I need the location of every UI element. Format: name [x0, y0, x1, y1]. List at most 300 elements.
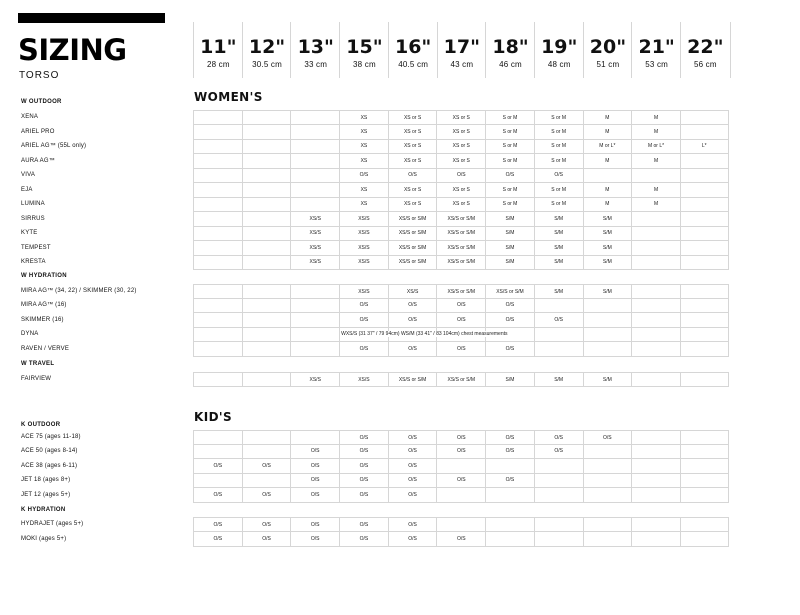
- size-cell: XS or S: [436, 154, 485, 168]
- size-cell: [534, 488, 583, 502]
- womens-table-row: [193, 342, 729, 357]
- size-cell: O/S: [534, 444, 583, 458]
- size-cell: [242, 431, 291, 444]
- size-cell: S/M: [485, 212, 534, 226]
- size-cell: [583, 488, 632, 502]
- size-cell: O/S: [388, 532, 437, 546]
- size-cell: XS: [339, 183, 388, 197]
- womens-row-label: MIRA AG™ (34, 22) / SKIMMER (30, 22): [21, 288, 137, 294]
- kids-table-row: [193, 488, 729, 503]
- kids-row-label: ACE 50 (ages 8-14): [21, 448, 78, 454]
- womens-table-row: [193, 110, 729, 125]
- size-cell: O/S: [388, 459, 437, 473]
- size-cell: [290, 327, 339, 341]
- size-cell: O/S: [290, 473, 339, 487]
- size-cell: [631, 373, 680, 386]
- size-cell: O/S: [193, 518, 242, 531]
- womens-table-row: [193, 139, 729, 154]
- column-header: [339, 22, 389, 78]
- size-cell: [242, 342, 291, 356]
- size-cell: O/S: [436, 168, 485, 182]
- womens-row-label: LUMINA: [21, 201, 45, 207]
- size-cell: [680, 488, 729, 502]
- womens-heading: WOMEN'S: [194, 90, 263, 104]
- size-cell: [631, 168, 680, 182]
- size-cell: O/S: [242, 459, 291, 473]
- size-cell: S or M: [534, 197, 583, 211]
- womens-table-row: [193, 226, 729, 241]
- size-cell: [680, 518, 729, 531]
- size-cell: O/S: [388, 168, 437, 182]
- size-cell: [534, 459, 583, 473]
- size-cell: [631, 212, 680, 226]
- size-cell: [631, 431, 680, 444]
- size-cell: [436, 459, 485, 473]
- size-cell: XS/S: [290, 373, 339, 386]
- size-cell: [680, 111, 729, 124]
- kids-table-row: [193, 430, 729, 445]
- womens-row-label: ARIEL AG™ (55L only): [21, 143, 87, 149]
- size-cell: [680, 313, 729, 327]
- size-cell: [631, 342, 680, 356]
- womens-row-label: VIVA: [21, 172, 36, 178]
- size-cell: XS/S or S/M: [436, 212, 485, 226]
- womens-row-label: MIRA AG™ (16): [21, 302, 67, 308]
- size-cell: O/S: [290, 518, 339, 531]
- column-header: [583, 22, 633, 78]
- page-subtitle: TORSO: [19, 70, 60, 81]
- column-header: [680, 22, 731, 78]
- size-cell: S/M: [534, 373, 583, 386]
- size-cell: XS: [339, 111, 388, 124]
- size-cell: [193, 212, 242, 226]
- size-cell: [680, 212, 729, 226]
- size-cell: [193, 473, 242, 487]
- size-cell: XS/S or S/M: [436, 226, 485, 240]
- torso-inches: 13": [297, 36, 334, 58]
- size-cell: [242, 226, 291, 240]
- size-cell: [680, 168, 729, 182]
- group-w-outdoor: W OUTDOOR: [21, 99, 62, 105]
- size-cell: XS/S: [339, 241, 388, 255]
- size-cell: [193, 241, 242, 255]
- size-cell: XS/S or S/M: [388, 226, 437, 240]
- size-cell: [631, 241, 680, 255]
- size-cell: [193, 327, 242, 341]
- womens-row-label: TEMPEST: [21, 245, 51, 251]
- size-cell: O/S: [388, 518, 437, 531]
- size-cell: S or M: [534, 139, 583, 153]
- womens-row-label: SKIMMER (16): [21, 317, 64, 323]
- group-w-travel: W TRAVEL: [21, 361, 55, 367]
- group-k-outdoor: K OUTDOOR: [21, 422, 61, 428]
- size-cell: [242, 444, 291, 458]
- womens-table-row: [193, 298, 729, 313]
- size-cell: [436, 518, 485, 531]
- size-cell: [290, 285, 339, 298]
- size-cell: [242, 313, 291, 327]
- size-cell: [193, 255, 242, 269]
- torso-inches: 15": [346, 36, 383, 58]
- column-header: [534, 22, 584, 78]
- kids-row-label: ACE 38 (ages 6-11): [21, 463, 78, 469]
- page-title: SIZING: [18, 33, 127, 67]
- size-cell: XS/S: [339, 226, 388, 240]
- size-cell: [680, 285, 729, 298]
- womens-row-label: KRESTA: [21, 259, 46, 265]
- size-cell: [583, 327, 632, 341]
- size-cell: S/M: [583, 212, 632, 226]
- size-cell: [242, 298, 291, 312]
- size-cell: O/S: [485, 313, 534, 327]
- size-cell: [290, 313, 339, 327]
- size-cell: [242, 473, 291, 487]
- womens-row-label: EJA: [21, 187, 33, 193]
- size-cell: O/S: [242, 532, 291, 546]
- size-cell: XS or S: [388, 139, 437, 153]
- size-cell: [680, 197, 729, 211]
- size-cell: [680, 431, 729, 444]
- torso-cm: 28 cm: [206, 60, 230, 69]
- size-cell: S or M: [534, 125, 583, 139]
- torso-inches: 12": [248, 36, 286, 58]
- size-cell: [290, 125, 339, 139]
- size-cell: O/S: [339, 444, 388, 458]
- size-cell: S or M: [485, 197, 534, 211]
- size-cell: [680, 125, 729, 139]
- size-cell: [290, 139, 339, 153]
- size-cell: [242, 183, 291, 197]
- size-cell: M: [631, 111, 680, 124]
- size-cell: [485, 459, 534, 473]
- size-cell: O/S: [339, 518, 388, 531]
- womens-table-row: [193, 372, 729, 387]
- size-cell: O/S: [583, 431, 632, 444]
- size-cell: S or M: [534, 154, 583, 168]
- size-cell: O/S: [388, 488, 437, 502]
- size-cell: XS/S: [339, 285, 388, 298]
- size-cell: [583, 459, 632, 473]
- womens-row-label: ARIEL PRO: [21, 129, 55, 135]
- torso-cm: 40.5 cm: [398, 60, 429, 69]
- size-cell: XS/S or S/M: [388, 255, 437, 269]
- size-cell: [680, 373, 729, 386]
- size-cell: O/S: [242, 518, 291, 531]
- kids-table-row: [193, 459, 729, 474]
- size-cell: [193, 154, 242, 168]
- column-header: [290, 22, 340, 78]
- size-cell: M: [583, 183, 632, 197]
- size-cell: O/S: [339, 342, 388, 356]
- womens-row-label: RAVEN / VERVE: [21, 346, 70, 352]
- kids-table-row: [193, 444, 729, 459]
- kids-heading: KID'S: [194, 410, 233, 424]
- size-cell: [631, 488, 680, 502]
- size-cell: O/S: [534, 431, 583, 444]
- size-cell: S/M: [534, 212, 583, 226]
- size-cell: [534, 298, 583, 312]
- size-cell: XS: [339, 125, 388, 139]
- size-cell: O/S: [339, 488, 388, 502]
- size-cell: S/M: [534, 226, 583, 240]
- womens-table-row: [193, 154, 729, 169]
- kids-row-label: JET 18 (ages 8+): [21, 477, 71, 483]
- size-cell: [193, 298, 242, 312]
- size-cell: XS or S: [388, 183, 437, 197]
- size-cell: S/M: [485, 373, 534, 386]
- size-cell: [583, 342, 632, 356]
- torso-cm: 33 cm: [304, 60, 328, 69]
- size-cell: [193, 342, 242, 356]
- size-cell: S/M: [583, 241, 632, 255]
- size-cell: [583, 168, 632, 182]
- size-cell: O/S: [436, 532, 485, 546]
- size-cell: XS: [339, 139, 388, 153]
- size-cell: XS/S or S/M: [436, 285, 485, 298]
- womens-table-row: [193, 313, 729, 328]
- womens-table-row: [193, 197, 729, 212]
- size-cell: [242, 285, 291, 298]
- size-cell: O/S: [388, 473, 437, 487]
- size-cell: XS or S: [388, 197, 437, 211]
- size-cell: O/S: [290, 488, 339, 502]
- womens-row-label: KYTE: [21, 230, 38, 236]
- size-cell: [534, 532, 583, 546]
- size-cell: [631, 444, 680, 458]
- size-cell: XS or S: [388, 125, 437, 139]
- womens-table-row: [193, 284, 729, 299]
- size-cell: [193, 197, 242, 211]
- size-cell: [631, 518, 680, 531]
- size-cell: [193, 111, 242, 124]
- size-cell: O/S: [436, 473, 485, 487]
- size-cell: O/S: [388, 313, 437, 327]
- size-cell: O/S: [436, 431, 485, 444]
- kids-row-label: HYDRAJET (ages 5+): [21, 521, 84, 527]
- size-cell: [680, 255, 729, 269]
- size-cell: XS or S: [436, 197, 485, 211]
- size-cell: M or L*: [631, 139, 680, 153]
- header-bar: [18, 13, 165, 23]
- torso-inches: 16": [394, 36, 432, 58]
- size-cell: O/S: [193, 459, 242, 473]
- size-cell: [680, 459, 729, 473]
- size-cell: XS/S or S/M: [485, 285, 534, 298]
- size-cell: [290, 111, 339, 124]
- size-cell: O/S: [339, 168, 388, 182]
- size-cell: O/S: [339, 532, 388, 546]
- size-cell: [485, 518, 534, 531]
- size-cell: XS: [339, 154, 388, 168]
- size-cell: [193, 139, 242, 153]
- size-cell: [631, 226, 680, 240]
- size-cell: XS/S: [290, 241, 339, 255]
- kids-row-label: ACE 75 (ages 11-18): [21, 434, 81, 440]
- size-cell: XS or S: [436, 183, 485, 197]
- size-cell: O/S: [388, 298, 437, 312]
- womens-table-row: [193, 168, 729, 183]
- size-cell: XS/S: [290, 226, 339, 240]
- size-cell: [631, 313, 680, 327]
- size-cell: XS/S or S/M: [436, 373, 485, 386]
- torso-cm: 53 cm: [645, 60, 669, 69]
- column-header: [388, 22, 438, 78]
- size-cell: [534, 342, 583, 356]
- size-cell: [583, 313, 632, 327]
- size-cell: O/S: [290, 532, 339, 546]
- size-cell: [242, 241, 291, 255]
- kids-row-label: JET 12 (ages 5+): [21, 492, 71, 498]
- size-cell: [193, 431, 242, 444]
- size-cell: M: [631, 197, 680, 211]
- size-cell: [242, 197, 291, 211]
- size-cell: [242, 125, 291, 139]
- size-cell: [534, 327, 583, 341]
- torso-inches: 22": [687, 36, 724, 58]
- womens-row-label: DYNA: [21, 331, 39, 337]
- size-cell: O/S: [388, 431, 437, 444]
- torso-cm: 51 cm: [596, 60, 620, 69]
- size-cell: [193, 183, 242, 197]
- torso-cm: 43 cm: [450, 60, 474, 69]
- size-cell: XS/S: [339, 255, 388, 269]
- torso-inches: 21": [638, 36, 675, 58]
- size-cell: S/M: [534, 241, 583, 255]
- size-cell: [583, 444, 632, 458]
- size-cell: [680, 226, 729, 240]
- size-cell: M: [583, 125, 632, 139]
- size-cell: XS/S: [339, 373, 388, 386]
- size-cell: [631, 255, 680, 269]
- torso-cm: 46 cm: [499, 60, 522, 69]
- womens-row-label: XENA: [21, 114, 39, 120]
- torso-inches: 19": [541, 36, 578, 58]
- column-header: [631, 22, 681, 78]
- size-cell: [290, 431, 339, 444]
- size-cell: S/M: [583, 255, 632, 269]
- torso-cm: 48 cm: [547, 60, 571, 69]
- size-cell: M or L*: [583, 139, 632, 153]
- size-cell: S or M: [485, 154, 534, 168]
- size-cell: XS or S: [436, 139, 485, 153]
- size-cell: XS/S or S/M: [436, 241, 485, 255]
- size-cell: [680, 327, 729, 341]
- size-cell: S or M: [485, 111, 534, 124]
- size-cell: [193, 444, 242, 458]
- torso-inches: 20": [589, 36, 627, 58]
- size-cell: [583, 473, 632, 487]
- size-cell: [680, 444, 729, 458]
- size-cell: [193, 226, 242, 240]
- size-cell: O/S: [436, 313, 485, 327]
- size-cell: S or M: [485, 125, 534, 139]
- size-cell: XS/S: [290, 255, 339, 269]
- size-cell: XS/S or S/M: [388, 373, 437, 386]
- size-cell: O/S: [534, 313, 583, 327]
- group-w-hydration: W HYDRATION: [21, 273, 67, 279]
- size-cell: [242, 139, 291, 153]
- size-cell: XS/S: [290, 212, 339, 226]
- size-cell: S or M: [485, 183, 534, 197]
- womens-table-row: [193, 125, 729, 140]
- womens-row-label: FAIRVIEW: [21, 376, 52, 382]
- size-cell: O/S: [339, 298, 388, 312]
- size-cell: O/S: [388, 342, 437, 356]
- size-cell: [631, 473, 680, 487]
- size-cell: O/S: [339, 459, 388, 473]
- size-cell: XS or S: [388, 154, 437, 168]
- size-cell: S/M: [485, 255, 534, 269]
- size-cell: [242, 327, 291, 341]
- size-cell: [631, 459, 680, 473]
- size-cell: [290, 168, 339, 182]
- size-cell: [680, 532, 729, 546]
- size-cell: [485, 488, 534, 502]
- size-cell: [680, 473, 729, 487]
- womens-row-label: SIRRUS: [21, 216, 45, 222]
- size-cell: XS or S: [436, 125, 485, 139]
- size-cell: S or M: [534, 183, 583, 197]
- size-cell: XS or S: [388, 111, 437, 124]
- size-cell: XS or S: [436, 111, 485, 124]
- size-cell: O/S: [485, 342, 534, 356]
- size-cell: [583, 518, 632, 531]
- group-k-hydration: K HYDRATION: [21, 507, 66, 513]
- womens-table-row: [193, 183, 729, 198]
- column-header: [485, 22, 535, 78]
- size-cell: O/S: [339, 431, 388, 444]
- size-cell: S/M: [583, 373, 632, 386]
- size-cell: O/S: [534, 168, 583, 182]
- size-cell: O/S: [242, 488, 291, 502]
- kids-row-label: MOKI (ages 5+): [21, 536, 67, 542]
- size-cell: O/S: [193, 532, 242, 546]
- column-header: [193, 22, 243, 78]
- size-cell: O/S: [436, 298, 485, 312]
- size-cell: [242, 373, 291, 386]
- kids-table-row: [193, 532, 729, 547]
- size-cell: O/S: [436, 444, 485, 458]
- column-header: [242, 22, 292, 78]
- size-cell: [242, 255, 291, 269]
- size-cell: [680, 183, 729, 197]
- size-cell: M: [583, 197, 632, 211]
- size-cell: M: [631, 125, 680, 139]
- torso-inches: 17": [443, 36, 481, 58]
- size-cell: [290, 298, 339, 312]
- torso-inches: 18": [492, 36, 529, 58]
- size-cell: [631, 532, 680, 546]
- size-cell: XS/S: [339, 212, 388, 226]
- size-cell: O/S: [339, 313, 388, 327]
- kids-table-row: [193, 473, 729, 488]
- size-cell: [680, 298, 729, 312]
- size-cell: XS: [339, 197, 388, 211]
- size-cell: O/S: [485, 168, 534, 182]
- dyna-chest-note: WXS/S (31 37" / 79 94cm) WS/M (33 41" / 83 104cm) chest measurements: [341, 331, 508, 337]
- size-cell: O/S: [485, 298, 534, 312]
- size-cell: O/S: [436, 342, 485, 356]
- size-cell: [193, 168, 242, 182]
- size-cell: [631, 285, 680, 298]
- size-cell: [583, 298, 632, 312]
- size-cell: [680, 154, 729, 168]
- size-cell: [193, 125, 242, 139]
- size-cell: M: [631, 183, 680, 197]
- size-cell: XS/S or S/M: [436, 255, 485, 269]
- size-cell: S or M: [534, 111, 583, 124]
- size-cell: S/M: [534, 285, 583, 298]
